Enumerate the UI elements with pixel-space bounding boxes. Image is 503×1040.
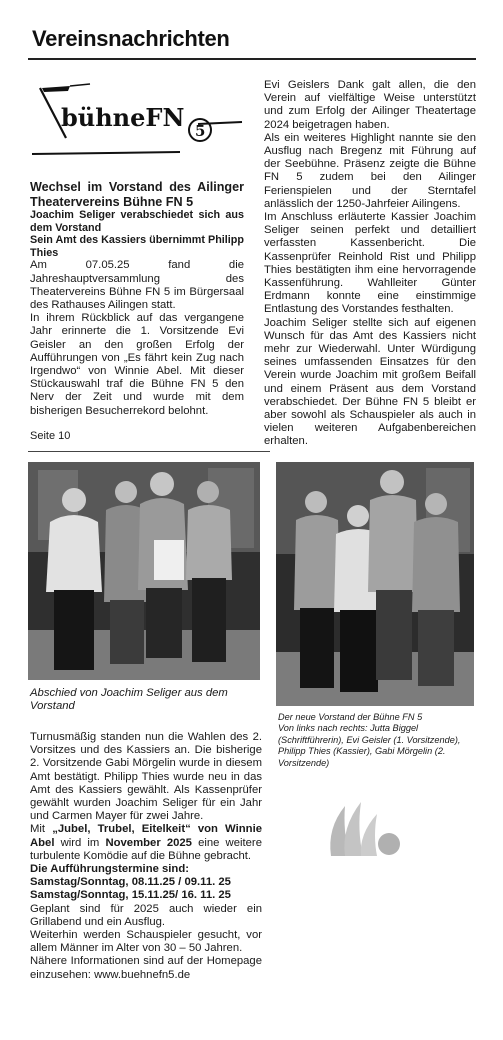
article-left-column [30,180,244,418]
caption-title: Der neue Vorstand der Bühne FN 5 [278,712,423,722]
svg-text:5: 5 [195,122,206,140]
paragraph: Als ein weiteres Highlight nannte sie den Ausflug nach Bregenz mit Führung auf der Seebühne. Präsenz zeigte die Bühne FN 5 zudem bei den Ailinger Ferienspielen und der Sterntafel anlässlich der 1250-Jahrfeier Ailingens. [264,131,476,210]
dates-line-1: Samstag/Sonntag, 08.11.25 / 09.11. 25 [30,876,231,889]
photo-farewell [28,462,260,680]
svg-text:bühneFN: bühneFN [61,103,185,132]
article-right-column [264,79,476,449]
paragraph: Turnusmäßig standen nun die Wahlen des 2. Vorsitzes und des Kassiers an. Die bisherige 2. Vorsitzende Gabi Mörgelin wurde in diesem Amt bestätigt. Philipp Thies wurde neu in das Amt des Kassiers gewählt. Als Kassenprüfer gewählt wurden Joachim Seliger für ein Jahr und Carmen Mayer für zwei Jahre. [30,731,262,823]
paragraph: Nähere Informationen sind auf der Homepage einzusehen: www.buehnefn5.de [30,955,262,981]
text-run: wird im [54,836,106,849]
article-headline: Wechsel im Vorstand des Ailinger Theatervereins Bühne FN 5 [30,180,244,209]
caption-farewell: Abschied von Joachim Seliger aus dem Vorstand [30,687,228,713]
title-rule [28,58,476,60]
decorative-logo-icon [325,798,409,864]
play-title: „Jubel, Trubel, Eitelkeit“ von Winnie Abel [30,823,262,849]
paragraph: Geplant sind für 2025 auch wieder ein Grillabend und ein Ausflug. [30,902,262,928]
dates-heading: Die Aufführungstermine sind: [30,863,189,876]
paragraph: Joachim Seliger stellte sich auf eigenen Wunsch für das Amt des Kassiers nicht mehr zur Wiederwahl. Unter Würdigung seines umfassenden Einsatzes für den Verein wurde Joachim mit großem Beifall und einem Präsent aus dem Vorstand verabschiedet. Der Bühne FN 5 bleibt er aber sowohl als Schauspieler als auch in vielen weiteren Aufgabenbereichen erhalten. [264,316,476,448]
buehne-fn5-logo [30,82,244,164]
photo-new-board [276,462,474,706]
article-subhead-1: Joachim Seliger verabschiedet sich aus dem Vorstand [30,209,244,234]
caption-names: Von links nach rechts: Jutta Biggel (Schriftführerin), Evi Geisler (1. Vorsitzende), Philipp Thies (Kassier), Gabi Mörgelin (2. Vorsitzende) [278,723,461,768]
divider [28,451,270,452]
article-subhead-2: Sein Amt des Kassiers übernimmt Philipp Thies [30,234,244,259]
paragraph: Weiterhin werden Schauspieler gesucht, vor allem Männer im Alter von 30 – 50 Jahren. [30,929,262,955]
page-number: Seite 10 [30,430,71,442]
section-title: Vereinsnachrichten [32,26,230,51]
paragraph: In ihrem Rückblick auf das vergangene Jahr erinnerte die 1. Vorsitzende Evi Geisler an den großen Erfolg der Aufführungen von „Es fährt kein Zug nach Irgendwo“ von Winnie Abel. Mit dieser Stückauswahl traf die Bühne FN 5 den Nerv der Zeit und wurde mit dem bisherigen Besucherrekord belohnt. [30,312,244,417]
paragraph: Evi Geislers Dank galt allen, die den Verein auf vielfältige Weise unterstützt und zum Erfolg der Ailinger Theatertage 2024 beigetragen haben. [264,79,476,131]
article-bottom-column [30,731,262,982]
text-run: Mit [30,823,53,836]
paragraph: Im Anschluss erläuterte Kassier Joachim Seliger seinen perfekt und detailliert verfassten Kassenbericht. Die Kassenprüfer Reinhold Rist und Philipp Thies bestätigten ihm eine hervorragende Kassenführung. Wahlleiter Günter Erdmann konnte eine einstimmige Entlastung des Vorstandes festhalten. [264,211,476,316]
paragraph: Am 07.05.25 fand die Jahreshauptversammlung des Theatervereins Bühne FN 5 im Bürgersaal des Rathauses Ailingen statt. [30,259,244,311]
paragraph-announcement [30,823,262,863]
play-month: November 2025 [105,836,192,849]
text-run: eine weitere turbulente Komödie auf die Bühne gebracht. [30,836,262,862]
caption-new-board [278,712,474,769]
dates-line-2: Samstag/Sonntag, 15.11.25/ 16. 11. 25 [30,889,231,902]
